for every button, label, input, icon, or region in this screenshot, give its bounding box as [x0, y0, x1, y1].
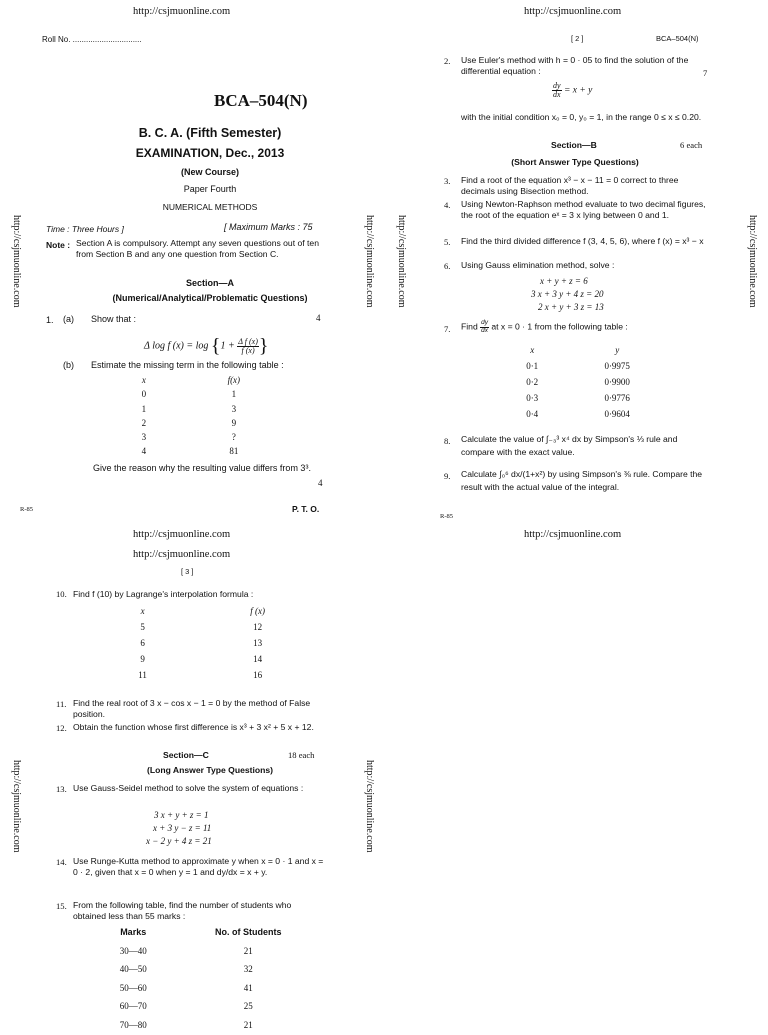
- q2-eq-bottom: dx: [552, 91, 562, 99]
- time-label: Time : Three Hours ]: [46, 224, 124, 235]
- q8-text: Calculate the value of ∫₋₃³ x⁴ dx by Simpson's ⅓ rule and compare with the exact value.: [461, 433, 711, 460]
- note-label: Note :: [46, 240, 70, 251]
- q1a-fraction: [237, 338, 259, 355]
- q10-table-cell: 14: [185, 652, 330, 668]
- q3-text: Find a root of the equation x³ − x − 11 = 0 correct to three decimals using Bisection method.: [461, 175, 709, 196]
- q7-number: 7.: [444, 324, 450, 335]
- q2-marks: 7: [703, 68, 707, 79]
- q4-text: Using Newton-Raphson method evaluate to two decimal figures, the root of the equation eˣ = 3 x lying between 0 and 1.: [461, 199, 709, 220]
- q1b-reason: Give the reason why the resulting value differs from 3³.: [93, 463, 325, 475]
- paper-code: BCA–504(N): [214, 90, 308, 112]
- max-marks: [ Maximum Marks : 75: [224, 222, 313, 234]
- q7-table-cell: 0·9776: [559, 391, 675, 407]
- page2-footer-code: R-85: [440, 513, 453, 521]
- table-row: [100, 943, 330, 962]
- q15-table-header-row: [100, 924, 330, 943]
- q9-text: Calculate ∫₀⁶ dx/(1+x²) by using Simpson's ⅜ rule. Compare the result with the actual value of the integral.: [461, 468, 711, 495]
- q10-table-cell: 5: [100, 620, 185, 636]
- q10-table-cell: 9: [100, 652, 185, 668]
- q12-text: Obtain the function whose first difference is x³ + 3 x² + 5 x + 12.: [73, 722, 325, 733]
- q7-table-header-row: [505, 343, 675, 359]
- q7-table: [505, 343, 675, 423]
- q7-table-cell: 0·9900: [559, 375, 675, 391]
- section-c-title: Section—C: [163, 750, 209, 761]
- q7-text: [461, 320, 709, 334]
- q13-text: Use Gauss-Seidel method to solve the system of equations :: [73, 783, 325, 795]
- q1-number: 1.: [46, 315, 54, 327]
- roll-no: Roll No. ...............................: [42, 35, 142, 45]
- q10-table-header-0: x: [100, 604, 185, 620]
- page2-code: BCA–504(N): [656, 34, 699, 44]
- course-title: B. C. A. (Fifth Semester): [60, 125, 360, 141]
- q1a-frac-bottom: f (x): [237, 347, 259, 355]
- q2-equation: [552, 82, 592, 99]
- q13-eq-3: x − 2 y + 4 z = 21: [146, 836, 212, 848]
- q10-number: 10.: [56, 589, 67, 600]
- q1b-table-cell: 4: [120, 445, 168, 459]
- q10-text: Find f (10) by Lagrange's interpolation formula :: [73, 589, 253, 600]
- q1a-equation: Δ log f (x) = log {1 + $\frac{\text{Δ f (x)}}{f (x)}$ }: [144, 333, 269, 359]
- q2-derivative: [552, 82, 562, 99]
- q1b-table-cell: 1: [168, 388, 300, 402]
- q2-text: Use Euler's method with h = 0 · 05 to find the solution of the differential equation :: [461, 55, 709, 77]
- q10-table-cell: 11: [100, 668, 185, 684]
- q15-table-cell: 70—80: [100, 1017, 166, 1035]
- section-b-marks: 6 each: [680, 140, 702, 151]
- q3-number: 3.: [444, 176, 450, 187]
- table-row: [120, 431, 300, 445]
- q6-eq-1: x + y + z = 6: [540, 276, 588, 288]
- q9-number: 9.: [444, 471, 450, 482]
- q10-table-cell: 6: [100, 636, 185, 652]
- section-c-subtitle: (Long Answer Type Questions): [60, 765, 360, 776]
- q5-number: 5.: [444, 237, 450, 248]
- q15-table-cell: 30—40: [100, 943, 166, 962]
- q13-number: 13.: [56, 784, 67, 795]
- q1b-table-cell: 81: [168, 445, 300, 459]
- q1a-eq-left: Δ log f (x) = log: [144, 340, 208, 351]
- q15-table-cell: 40—50: [100, 961, 166, 980]
- section-b-subtitle: (Short Answer Type Questions): [440, 157, 710, 168]
- table-row: [100, 668, 330, 684]
- table-row: [120, 417, 300, 431]
- q7-table-cell: 0·9975: [559, 359, 675, 375]
- table-row: [100, 998, 330, 1017]
- q1b-table-cell: ?: [168, 431, 300, 445]
- side-url-left-bottom: http://csjmuonline.com: [10, 760, 23, 853]
- pto: P. T. O.: [292, 504, 319, 515]
- q7-table-header-1: y: [559, 343, 675, 359]
- section-a-title: Section—A: [60, 278, 360, 290]
- q6-number: 6.: [444, 261, 450, 272]
- q15-table-cell: 60—70: [100, 998, 166, 1017]
- side-url-right-top: http://csjmuonline.com: [746, 215, 759, 308]
- note-text: Section A is compulsory. Attempt any seven questions out of ten from Section B and any one question from Section C.: [76, 238, 326, 260]
- q15-number: 15.: [56, 901, 67, 912]
- q15-table: [100, 924, 330, 1035]
- table-row: [100, 620, 330, 636]
- q1b-table-header-1: f(x): [168, 374, 300, 388]
- table-row: [100, 961, 330, 980]
- q6-text: Using Gauss elimination method, solve :: [461, 260, 709, 271]
- q10-table-header-row: [100, 604, 330, 620]
- q7-table-cell: 0·3: [505, 391, 559, 407]
- table-row: [505, 391, 675, 407]
- q7-text-a: Find: [461, 321, 478, 331]
- q2-number: 2.: [444, 56, 450, 67]
- q7-frac-top: dy: [480, 320, 489, 328]
- q7-table-header-0: x: [505, 343, 559, 359]
- q1b-table-cell: 3: [120, 431, 168, 445]
- q7-table-cell: 0·1: [505, 359, 559, 375]
- q7-table-cell: 0·9604: [559, 407, 675, 423]
- header-url-left: http://csjmuonline.com: [133, 5, 230, 19]
- q10-table-cell: 16: [185, 668, 330, 684]
- q1b-text: Estimate the missing term in the following table :: [91, 360, 284, 372]
- section-a-subtitle: (Numerical/Analytical/Problematic Questions): [30, 293, 390, 305]
- q15-text: From the following table, find the number of students who obtained less than 55 marks :: [73, 900, 325, 921]
- q11-text: Find the real root of 3 x − cos x − 1 = 0 by the method of False position.: [73, 698, 325, 719]
- new-course: (New Course): [60, 167, 360, 179]
- q1b-table-cell: 9: [168, 417, 300, 431]
- q4-number: 4.: [444, 200, 450, 211]
- side-url-mid-bottom: http://csjmuonline.com: [363, 760, 376, 853]
- page2-number: [ 2 ]: [571, 34, 584, 44]
- table-row: [505, 407, 675, 423]
- q7-table-cell: 0·2: [505, 375, 559, 391]
- q1a-text: Show that :: [91, 314, 136, 326]
- mid-url-right: http://csjmuonline.com: [524, 528, 621, 542]
- q14-number: 14.: [56, 857, 67, 868]
- side-url-mid-top-b: http://csjmuonline.com: [395, 215, 408, 308]
- table-row: [100, 1017, 330, 1035]
- table-row: [100, 980, 330, 999]
- q13-eq-2: x + 3 y − z = 11: [153, 823, 211, 835]
- q1a-label: (a): [63, 314, 74, 326]
- q6-eq-2: 3 x + 3 y + 4 z = 20: [531, 289, 603, 301]
- q15-table-header-1: No. of Students: [166, 924, 330, 943]
- q15-table-cell: 32: [166, 961, 330, 980]
- q14-text: Use Runge-Kutta method to approximate y when x = 0 · 1 and x = 0 · 2, given that x = 0 when y = 1 and dy/dx = x + y.: [73, 856, 325, 877]
- q13-eq-1: 3 x + y + z = 1: [154, 810, 208, 822]
- q1b-table-cell: 3: [168, 402, 300, 416]
- table-row: [120, 388, 300, 402]
- q10-table: [100, 604, 330, 684]
- q15-table-cell: 41: [166, 980, 330, 999]
- q1b-table-cell: 0: [120, 388, 168, 402]
- mid-url-left-2: http://csjmuonline.com: [133, 548, 230, 562]
- q1b-table-header-row: [120, 374, 300, 388]
- q15-table-cell: 50—60: [100, 980, 166, 999]
- q10-table-cell: 13: [185, 636, 330, 652]
- q7-text-b: at x = 0 · 1 from the following table :: [491, 321, 627, 331]
- paper-number: Paper Fourth: [60, 184, 360, 196]
- q10-table-header-1: f (x): [185, 604, 330, 620]
- page1-footer-code: R-85: [20, 506, 33, 514]
- q1a-marks: 4: [316, 313, 321, 325]
- q6-eq-3: 2 x + y + 3 z = 13: [538, 302, 604, 314]
- table-row: [505, 375, 675, 391]
- subject-title: NUMERICAL METHODS: [60, 202, 360, 213]
- mid-url-left-1: http://csjmuonline.com: [133, 528, 230, 542]
- table-row: [100, 652, 330, 668]
- q5-text: Find the third divided difference f (3, 4, 5, 6), where f (x) = x³ − x: [461, 236, 709, 247]
- q7-derivative: [480, 320, 489, 334]
- q1b-table-header-0: x: [120, 374, 168, 388]
- q8-number: 8.: [444, 436, 450, 447]
- section-b-title: Section—B: [551, 140, 597, 151]
- q11-number: 11.: [56, 699, 66, 710]
- table-row: [120, 445, 300, 459]
- q2-eq-top: dy: [552, 82, 562, 91]
- q15-table-cell: 25: [166, 998, 330, 1017]
- side-url-mid-top-a: http://csjmuonline.com: [363, 215, 376, 308]
- q1b-table-cell: 2: [120, 417, 168, 431]
- q1b-table-cell: 1: [120, 402, 168, 416]
- table-row: [100, 636, 330, 652]
- q1b-label: (b): [63, 360, 74, 372]
- q15-table-cell: 21: [166, 943, 330, 962]
- q15-table-cell: 21: [166, 1017, 330, 1035]
- side-url-left-top: http://csjmuonline.com: [10, 215, 23, 308]
- q1a-frac-top: Δ f (x): [237, 338, 259, 347]
- table-row: [120, 402, 300, 416]
- header-url-right: http://csjmuonline.com: [524, 5, 621, 19]
- page3-number: [ 3 ]: [181, 567, 194, 577]
- q1b-marks: 4: [318, 478, 323, 490]
- table-row: [505, 359, 675, 375]
- q10-table-cell: 12: [185, 620, 330, 636]
- q1a-eq-one: 1 +: [220, 340, 234, 351]
- q15-table-header-0: Marks: [100, 924, 166, 943]
- q12-number: 12.: [56, 723, 67, 734]
- q2-condition: with the initial condition x₀ = 0, y₀ = 1, in the range 0 ≤ x ≤ 0.20.: [461, 112, 709, 123]
- q7-frac-bottom: dx: [480, 328, 489, 335]
- q2-eq-rest: = x + y: [564, 86, 592, 96]
- section-c-marks: 18 each: [288, 750, 314, 761]
- q7-table-cell: 0·4: [505, 407, 559, 423]
- q1b-table: [120, 374, 300, 459]
- exam-title: EXAMINATION, Dec., 2013: [60, 146, 360, 162]
